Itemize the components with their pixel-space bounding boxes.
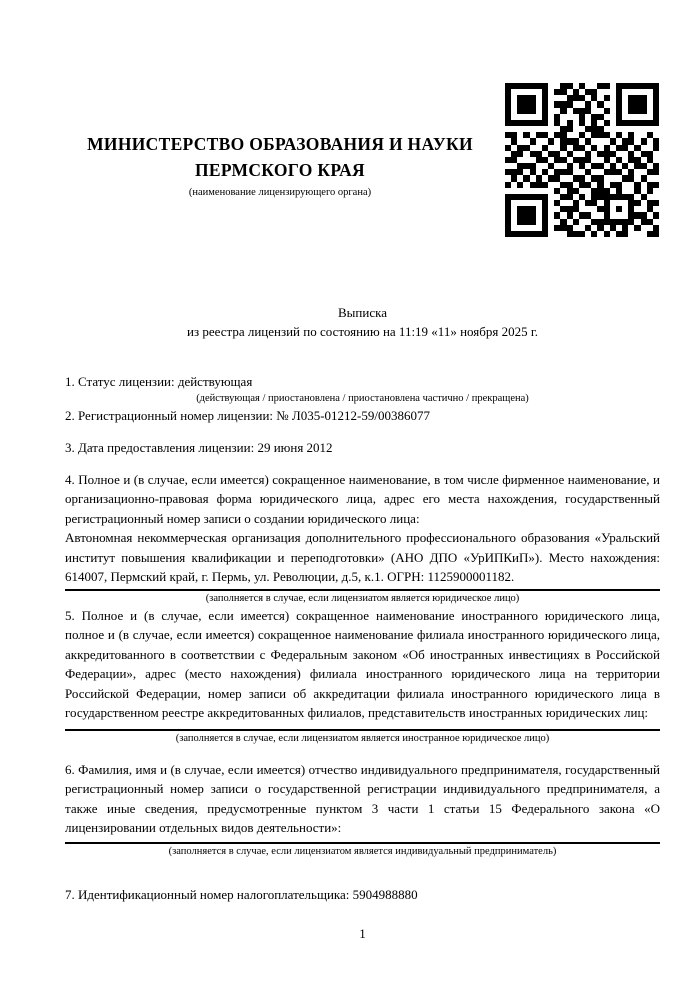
item-2-registration-number: 2. Регистрационный номер лицензии: № Л035-01212-59/00386077 <box>65 407 431 423</box>
item-4-note: (заполняется в случае, если лицензиатом является юридическое лицо) <box>205 592 520 604</box>
document-subtitle: из реестра лицензий по состоянию на 11:19 «11» ноября 2025 г. <box>187 324 538 339</box>
item-5-foreign-entity-clause: 5. Полное и (в случае, если имеется) сокращенное наименование иностранного юридического лица, полное и (в случае, если имеется) сокращенное наименование филиала иностранного юридического лица, аккредитованного в соответствии с Федеральным законом «Об иностранных инвестициях в Российской Федерации», адрес (место нахождения) филиала иностранного юридического лица на территории Российской Федерации, номер записи об аккредитации филиала иностранного юридического лица в государственном реестре аккредитованных филиалов, представительств иностранных юридических лиц: <box>65 607 660 720</box>
ministry-name-line1: МИНИСТЕРСТВО ОБРАЗОВАНИЯ И НАУКИ <box>87 134 473 154</box>
item-3-grant-date: 3. Дата предоставления лицензии: 29 июня 2012 <box>65 440 333 455</box>
document-title: Выписка <box>338 305 387 320</box>
item-4-legal-entity-value: Автономная некоммерческая организация дополнительного профессионального образования «Уральский институт повышения квалификации и переподготовки» (АНО ДПО «УрИПКиП»). Место нахождения: 614007, Пермский край, г. Пермь, ул. Революции, д.5, к.1. ОГРН: 1125900001182. <box>65 530 660 584</box>
page-number: 1 <box>359 926 366 941</box>
issuer-header <box>65 0 495 199</box>
item-7-taxpayer-number: 7. Идентификационный номер налогоплательщика: 5904988880 <box>65 886 418 902</box>
item-1-options-note: (действующая / приостановлена / приостановлена частично / прекращена) <box>196 392 529 404</box>
item-6-entrepreneur-clause: 6. Фамилия, имя и (в случае, если имеется) отчество индивидуального предпринимателя, государственный регистрационный номер записи о государственной регистрации индивидуального предпринимателя, а также иные сведения, предусмотренные пунктом 3 части 1 статьи 15 Федерального закона «О лицензировании отдельных видов деятельности»: <box>65 761 660 835</box>
document-title-block <box>65 303 660 341</box>
ministry-name-line2: ПЕРМСКОГО КРАЯ <box>195 160 365 180</box>
item-4-fill-rule <box>65 589 660 591</box>
item-4-legal-entity-clause: 4. Полное и (в случае, если имеется) сокращенное наименование, в том числе фирменное наименование, и организационно-правовая форма юридического лица, адрес его места нахождения, государственный регистрационный номер записи о создании юридического лица: <box>65 471 660 526</box>
qr-code <box>505 83 659 237</box>
item-5-note: (заполняется в случае, если лицензиатом является иностранное юридическое лицо) <box>175 732 550 744</box>
item-6-note: (заполняется в случае, если лицензиатом является индивидуальный предприниматель) <box>168 845 557 857</box>
ministry-name-caption: (наименование лицензирующего органа) <box>188 187 372 198</box>
document-body <box>65 372 660 904</box>
item-5-fill-rule <box>65 729 660 731</box>
item-6-fill-rule <box>65 842 660 844</box>
item-1-license-status: 1. Статус лицензии: действующая <box>65 374 253 389</box>
